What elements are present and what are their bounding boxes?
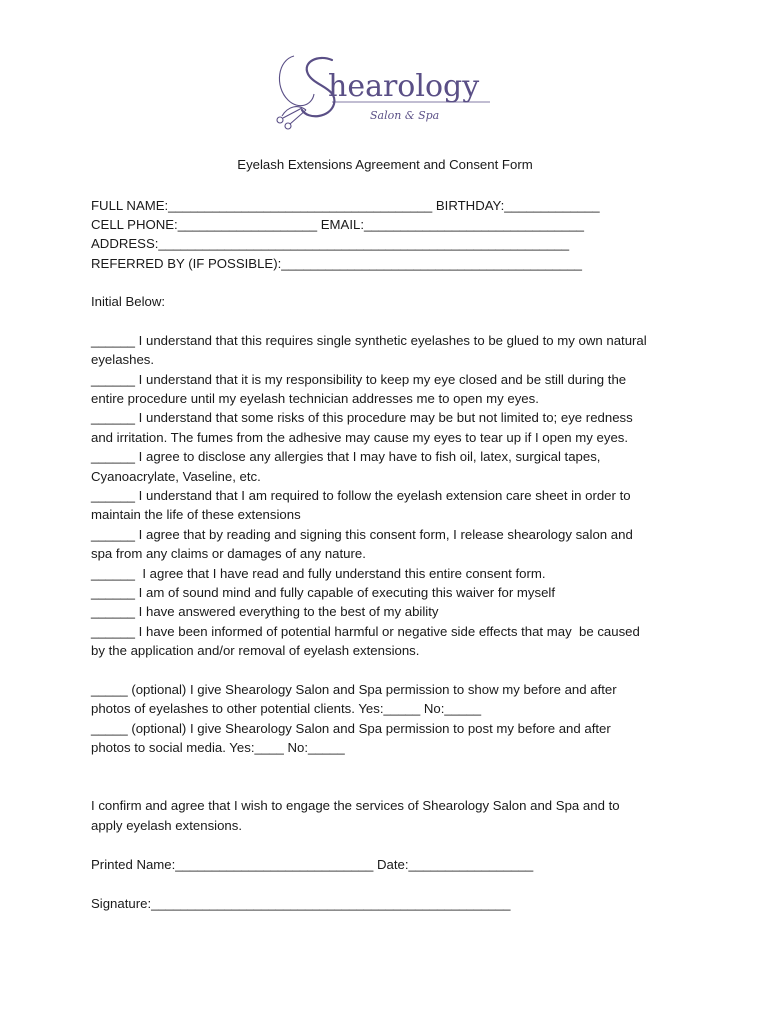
- shearology-logo: [272, 46, 498, 134]
- optional-line[interactable]: photos to social media. Yes:____ No:_____: [91, 740, 345, 755]
- statement-line[interactable]: ______ I agree to disclose any allergies that I may have to fish oil, latex, surgical tapes,: [91, 449, 601, 464]
- statement-line: eyelashes.: [91, 352, 155, 367]
- address-field[interactable]: ADDRESS:________________________________________________________: [91, 236, 570, 251]
- statement-line[interactable]: ______ I have been informed of potential harmful or negative side effects that may be caused: [91, 624, 640, 639]
- statement-line[interactable]: ______ I understand that some risks of this procedure may be but not limited to; eye redness: [91, 410, 633, 425]
- statement-line[interactable]: ______ I understand that it is my responsibility to keep my eye closed and be still during the: [91, 372, 627, 387]
- statement-line[interactable]: ______ I am of sound mind and fully capable of executing this waiver for myself: [91, 585, 556, 600]
- confirm-line: apply eyelash extensions.: [91, 818, 243, 833]
- statement-line[interactable]: ______ I understand that I am required to follow the eyelash extension care sheet in order to: [91, 488, 631, 503]
- statement-line[interactable]: ______ I have answered everything to the best of my ability: [91, 604, 439, 619]
- logo-name: hearology: [328, 69, 480, 104]
- printed-name-date-field[interactable]: Printed Name:___________________________ Date:_________________: [91, 857, 534, 872]
- logo-subtitle: Salon & Spa: [370, 109, 440, 122]
- initial-below-label: Initial Below:: [91, 294, 166, 309]
- statement-line: and irritation. The fumes from the adhesive may cause my eyes to tear up if I open my eyes.: [91, 430, 629, 445]
- statement-line: Cyanoacrylate, Vaseline, etc.: [91, 469, 261, 484]
- optional-line[interactable]: _____ (optional) I give Shearology Salon and Spa permission to post my before and after: [91, 721, 611, 736]
- confirm-line: I confirm and agree that I wish to engage the services of Shearology Salon and Spa and to: [91, 798, 620, 813]
- optional-line[interactable]: photos of eyelashes to other potential clients. Yes:_____ No:_____: [91, 701, 482, 716]
- statement-line[interactable]: ______ I agree that by reading and signing this consent form, I release shearology salon and: [91, 527, 633, 542]
- statement-line: spa from any claims or damages of any nature.: [91, 546, 366, 561]
- full-name-birthday-field[interactable]: FULL NAME:____________________________________ BIRTHDAY:_____________: [91, 198, 600, 213]
- statement-line[interactable]: ______ I understand that this requires single synthetic eyelashes to be glued to my own natural: [91, 333, 647, 348]
- statement-line: by the application and/or removal of eyelash extensions.: [91, 643, 420, 658]
- referred-by-field[interactable]: REFERRED BY (IF POSSIBLE):_________________________________________: [91, 256, 582, 271]
- scissors-icon: [277, 56, 314, 129]
- statement-line: entire procedure until my eyelash technician addresses me to open my eyes.: [91, 391, 539, 406]
- statement-line[interactable]: ______ I agree that I have read and fully understand this entire consent form.: [91, 566, 546, 581]
- form-title: Eyelash Extensions Agreement and Consent Form: [237, 157, 533, 172]
- optional-line[interactable]: _____ (optional) I give Shearology Salon and Spa permission to show my before and after: [91, 682, 617, 697]
- signature-field[interactable]: Signature:_________________________________________________: [91, 896, 511, 911]
- cell-phone-email-field[interactable]: CELL PHONE:___________________ EMAIL:______________________________: [91, 217, 585, 232]
- statement-line: maintain the life of these extensions: [91, 507, 301, 522]
